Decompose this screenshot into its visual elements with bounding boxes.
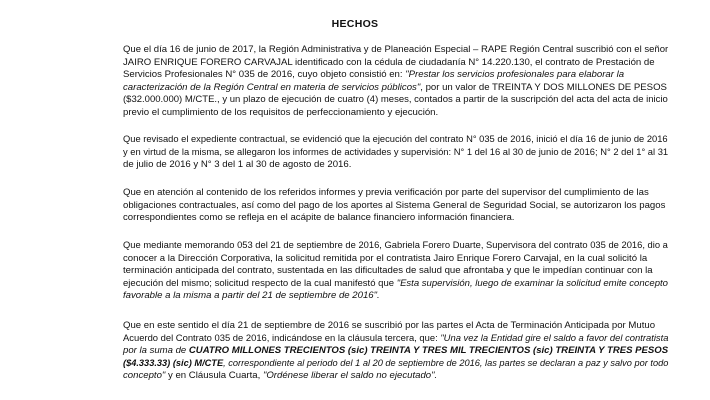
p1-line-3 [123, 69, 668, 82]
section-heading: HECHOS [331, 18, 379, 30]
paragraph-4 [123, 240, 668, 303]
paragraph-5 [123, 320, 668, 383]
p5-line-2-text: Acuerdo del Contrato 035 de 2016, indicándose en la cláusula tercera, que: [123, 332, 441, 344]
p1-line-5: ($32.000.000) M/CTE., y un plazo de ejecución de cuatro (4) meses, contados a partir de la suscripción del acta del acta de inicio [123, 94, 668, 106]
p4-line-2: conocer a la Dirección Corporativa, la solicitud remitida por el contratista Jairo Enrique Forero Carvajal, en la cual solicitó la [123, 252, 648, 264]
p1-line-3-text: Servicios Profesionales N° 035 de 2016, cuyo objeto consistió en: [123, 69, 406, 81]
p4-line-4 [123, 277, 668, 291]
p5-line-2-quote: "Una vez la Entidad gire el saldo a favor del contratista [440, 332, 669, 344]
p4-line-5: favorable a la misma a partir del 21 de septiembre de 2016". [123, 290, 380, 302]
paragraph-1 [123, 44, 668, 120]
p1-line-6: previo el cumplimiento de los requisitos de perfeccionamiento y ejecución. [123, 106, 439, 118]
p5-line-4-quote: , correspondiente al periodo del 1 al 20 de septiembre de 2016, las partes se declaran a paz y salvo por todo [223, 357, 669, 369]
p1-line-4-quote: caracterización de la Región Central en materia de servicios públicos" [123, 81, 421, 93]
p5-line-1: Que en este sentido el día 21 de septiembre de 2016 se suscribió por las partes el Acta de Terminación Anticipada por Mutuo [123, 320, 656, 331]
p1-line-3-quote: "Prestar los servicios profesionales para elaborar la [405, 69, 625, 81]
p5-line-4-amount: ($4.333.33) (sic) M/CTE [123, 357, 224, 369]
p4-line-1: Que mediante memorando 053 del 21 de septiembre de 2016, Gabriela Forero Duarte, Supervisora del contrato 035 de 2016, dio a [123, 240, 668, 251]
p5-line-5-text: y en Cláusula Cuarta, [165, 370, 263, 382]
p4-line-4-text: ejecución del mismo; solicitud respecto de la cual manifestó que [123, 277, 397, 289]
p5-line-2 [123, 332, 669, 346]
paragraph-3 [123, 187, 668, 225]
p1-line-2: JAIRO ENRIQUE FORERO CARVAJAL identificado con la cédula de ciudadanía N° 14.220.130, el contrato de Prestación de [123, 56, 655, 68]
p5-line-5-quote: concepto" [123, 370, 166, 382]
p3-line-2: obligaciones contractuales, así como del pago de los aportes al Sistema General de Seguridad Social, se autorizaron los pagos [123, 199, 666, 211]
p4-line-4-quote: "Esta supervisión, luego de examinar la solicitud emite concepto [396, 277, 668, 289]
p5-line-3 [123, 345, 669, 358]
p5-line-3-amount: CUATRO MILLONES TRECIENTOS (sic) TREINTA Y TRES MIL TRECIENTOS (sic) TREINTA Y TRES PESOS [188, 345, 669, 357]
p5-line-3-text: por la suma de [123, 345, 189, 357]
p1-line-4 [123, 82, 668, 95]
paragraph-2 [123, 134, 668, 172]
p3-line-1: Que en atención al contenido de los referidos informes y previa verificación por parte del supervisor del cumplimiento de las [123, 187, 649, 198]
p1-line-4-text: , por un valor de TREINTA Y DOS MILLONES DE PESOS [420, 81, 667, 93]
p2-line-3: de julio de 2016 y N° 3 del 1 al 30 de agosto de 2016. [123, 159, 352, 171]
p5-line-5-quote-2: "Ordénese liberar el saldo no ejecutado". [262, 370, 438, 382]
p3-line-3: correspondientes como se refleja en el acápite de balance financiero información financiera. [123, 212, 515, 224]
p4-line-3: terminación anticipada del contrato, sustentada en las dificultades de salud que afrontaba y que le impedían continuar con la [123, 265, 653, 277]
p1-line-1: Que el día 16 de junio de 2017, la Región Administrativa y de Planeación Especial – RAPE Región Central suscribió con el señor [123, 44, 669, 55]
p2-line-2: y en virtud de la misma, se allegaron los informes de actividades y supervisión: N° 1 del 16 al 30 de junio de 2016; N° 2 del 1° al 31 [123, 146, 669, 158]
p2-line-1: Que revisado el expediente contractual, se evidenció que la ejecución del contrato N° 035 de 2016, inició el día 16 de junio de 2016 [123, 134, 668, 145]
p5-line-4 [123, 357, 669, 371]
p5-line-5 [123, 370, 668, 383]
